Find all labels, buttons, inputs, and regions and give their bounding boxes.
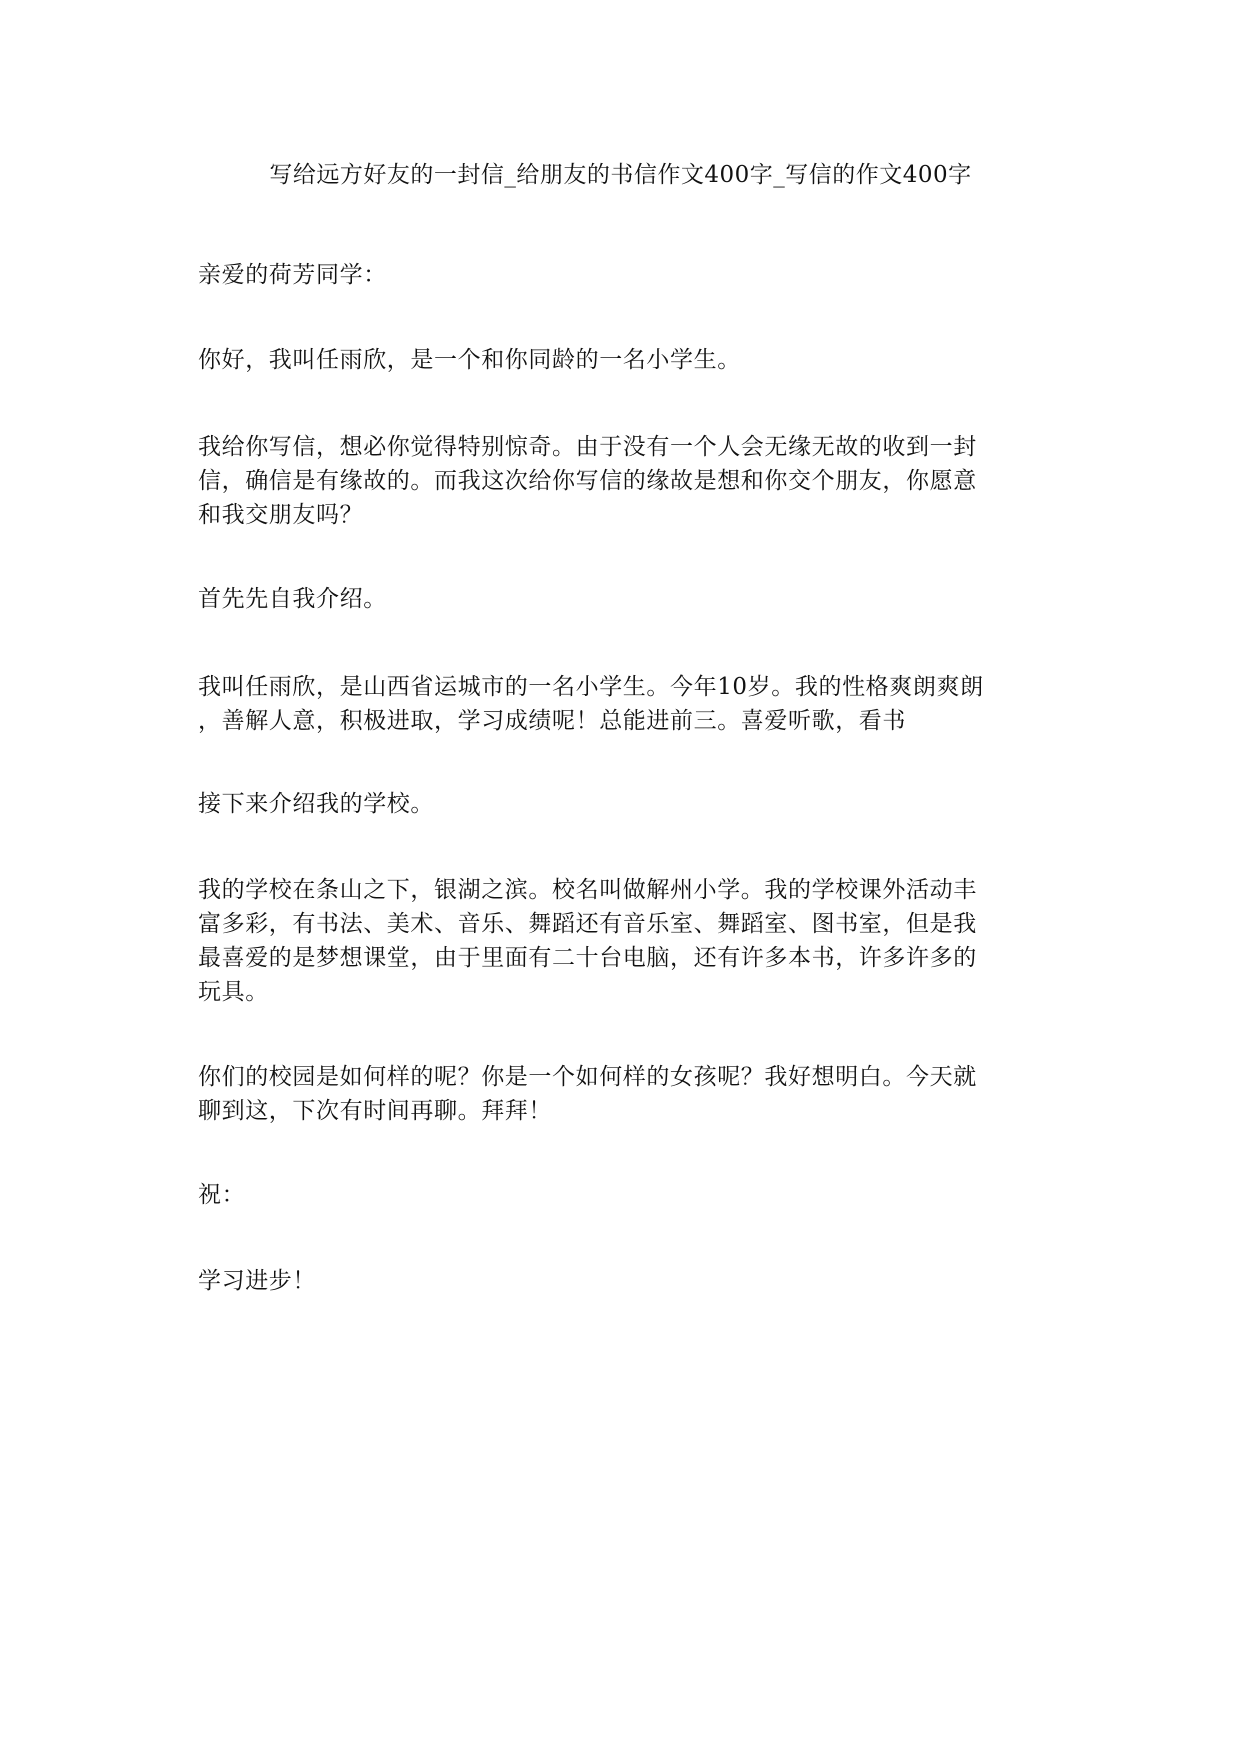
paragraph-line: 我的学校在条山之下，银湖之滨。校名叫做解州小学。我的学校课外活动丰 bbox=[198, 877, 977, 903]
document-title: 写给远方好友的一封信_给朋友的书信作文400字_写信的作文400字 bbox=[269, 162, 972, 188]
paragraph-school bbox=[198, 873, 1030, 1009]
paragraph-line: 信，确信是有缘故的。而我这次给你写信的缘故是想和你交个朋友，你愿意 bbox=[198, 468, 977, 494]
greeting: 亲爱的荷芳同学： bbox=[198, 262, 387, 288]
paragraph-self-intro bbox=[198, 670, 1030, 738]
paragraph-line: 我给你写信，想必你觉得特别惊奇。由于没有一个人会无缘无故的收到一封 bbox=[198, 434, 977, 460]
paragraph-questions bbox=[198, 1060, 1030, 1128]
paragraph-school-heading bbox=[198, 787, 1030, 821]
paragraph-line: 聊到这，下次有时间再聊。拜拜！ bbox=[198, 1098, 552, 1124]
paragraph-intro bbox=[198, 343, 1030, 377]
paragraph-line: 最喜爱的是梦想课堂，由于里面有二十台电脑，还有许多本书，许多许多的 bbox=[198, 945, 977, 971]
paragraph-line: 和我交朋友吗？ bbox=[198, 502, 364, 528]
paragraph-line: 接下来介绍我的学校。 bbox=[198, 791, 434, 817]
paragraph-line: 你们的校园是如何样的呢？你是一个如何样的女孩呢？我好想明白。今天就 bbox=[198, 1064, 977, 1090]
paragraph-line: 我叫任雨欣，是山西省运城市的一名小学生。今年10岁。我的性格爽朗爽朗 bbox=[198, 674, 984, 700]
paragraph-self-intro-heading bbox=[198, 582, 1030, 616]
closing-wish: 学习进步！ bbox=[198, 1268, 316, 1294]
paragraph-reason bbox=[198, 430, 1030, 532]
paragraph-line: 你好，我叫任雨欣，是一个和你同龄的一名小学生。 bbox=[198, 347, 741, 373]
closing: 祝： bbox=[198, 1182, 246, 1208]
paragraph-line: ，善解人意，积极进取，学习成绩呢！总能进前三。喜爱听歌，看书 bbox=[198, 708, 906, 734]
paragraph-line: 玩具。 bbox=[198, 979, 269, 1005]
paragraph-line: 首先先自我介绍。 bbox=[198, 586, 387, 612]
paragraph-line: 富多彩，有书法、美术、音乐、舞蹈还有音乐室、舞蹈室、图书室，但是我 bbox=[198, 911, 977, 937]
